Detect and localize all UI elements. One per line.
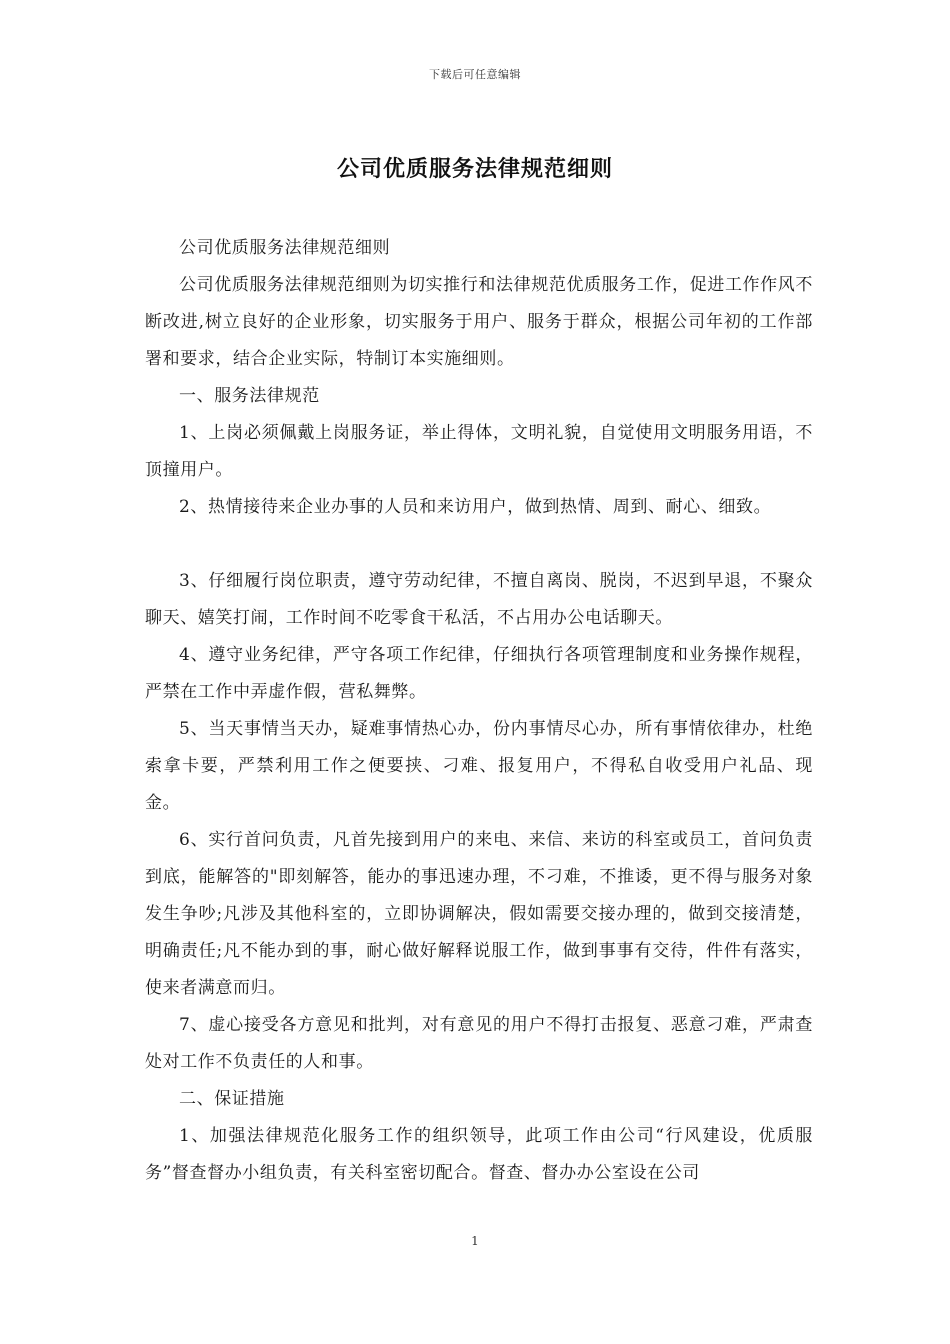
paragraph-item-4: 4、遵守业务纪律，严守各项工作纪律，仔细执行各项管理制度和业务操作规程，严禁在工作中弄虚作假，营私舞弊。 <box>145 645 813 702</box>
paragraph-item-5: 5、当天事情当天办，疑难事情热心办，份内事情尽心办，所有事情依律办，杜绝索拿卡要，严禁利用工作之便要挟、刁难、报复用户，不得私自收受用户礼品、现金。 <box>145 719 813 813</box>
paragraph-item-2: 2、热情接待来企业办事的人员和来访用户，做到热情、周到、耐心、细致。 <box>179 497 772 517</box>
paragraph-intro: 公司优质服务法律规范细则为切实推行和法律规范优质服务工作，促进工作作风不断改进,树立良好的企业形象，切实服务于用户、服务于群众，根据公司年初的工作部署和要求，结合企业实际，特制订本实施细则。 <box>145 275 813 369</box>
paragraph-intro-heading: 公司优质服务法律规范细则 <box>179 238 391 258</box>
paragraph-measure-1: 1、加强法律规范化服务工作的组织领导，此项工作由公司“行风建设，优质服务”督查督办小组负责，有关科室密切配合。督查、督办办公室设在公司 <box>145 1126 813 1183</box>
paragraph-item-3: 3、仔细履行岗位职责，遵守劳动纪律，不擅自离岗、脱岗，不迟到早退，不聚众聊天、嬉笑打闹，工作时间不吃零食干私活，不占用办公电话聊天。 <box>145 571 813 628</box>
paragraph-item-7: 7、虚心接受各方意见和批判，对有意见的用户不得打击报复、恶意刁难，严肃查处对工作不负责任的人和事。 <box>145 1015 813 1072</box>
paragraph-item-1: 1、上岗必须佩戴上岗服务证，举止得体，文明礼貌，自觉使用文明服务用语，不顶撞用户。 <box>145 423 813 480</box>
section-heading-service-norms: 一、服务法律规范 <box>179 386 320 406</box>
section-heading-measures: 二、保证措施 <box>179 1089 285 1109</box>
page-number: 1 <box>471 1234 479 1248</box>
document-title: 公司优质服务法律规范细则 <box>336 156 613 182</box>
document-body <box>145 230 813 1192</box>
paragraph-item-6: 6、实行首问负责，凡首先接到用户的来电、来信、来访的科室或员工，首问负责到底，能解答的"即刻解答，能办的事迅速办理，不刁难，不推诿，更不得与服务对象发生争吵;凡涉及其他科室的，立即协调解决，假如需要交接办理的，做到交接清楚，明确责任;凡不能办到的事，耐心做好解释说服工作，做到事事有交待，件件有落实，使来者满意而归。 <box>145 830 813 998</box>
header-note: 下载后可任意编辑 <box>429 68 521 81</box>
